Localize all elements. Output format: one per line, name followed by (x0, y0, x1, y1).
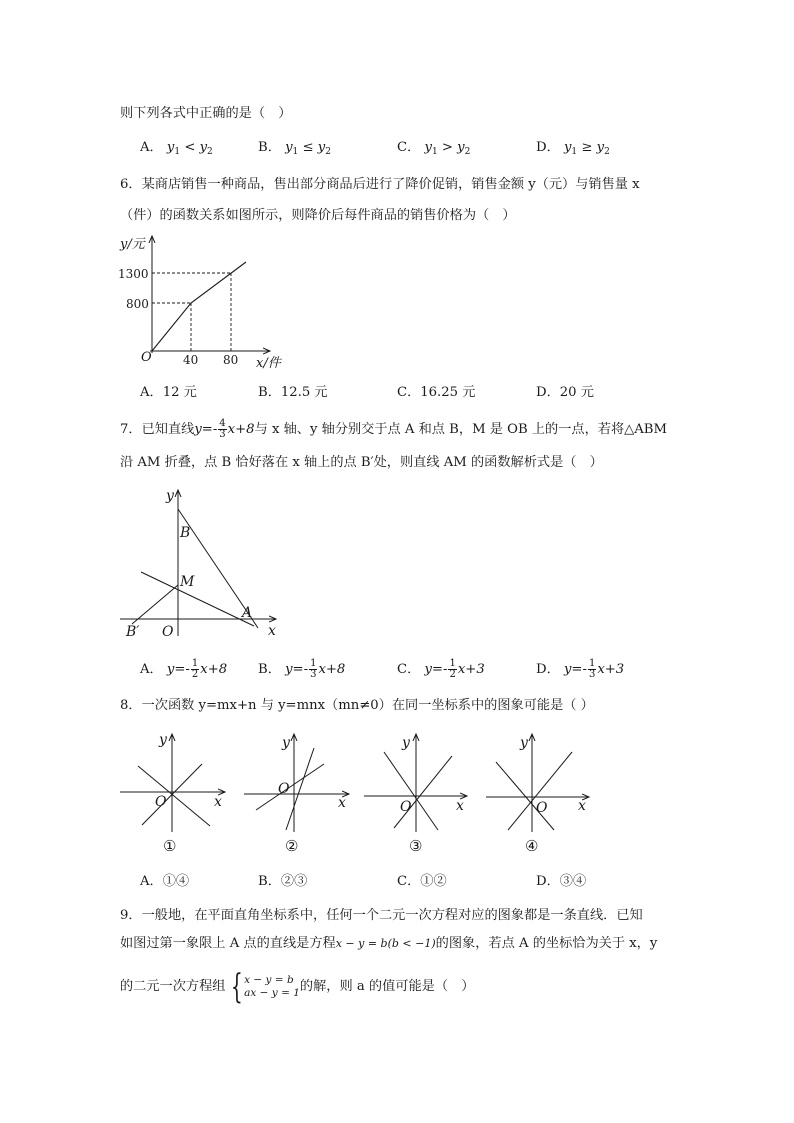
line-BpM (132, 585, 178, 624)
q5-option-d[interactable]: D． $y_1 \ge y_2$ (536, 140, 610, 157)
axis-y: y (402, 735, 410, 751)
q7-option-a[interactable]: A． y=- $\frac{1}{2}$ x+8 (140, 658, 228, 680)
ytick-800: 800 (126, 297, 149, 311)
q7-option-d[interactable]: D． y=- $\frac{1}{3}$ x+3 (536, 658, 625, 680)
q6-stem-line2: （件）的函数关系如图所示，则降价后每件商品的销售价格为（ ） (120, 208, 516, 223)
graph-line (286, 748, 314, 830)
origin-label: O (141, 350, 152, 365)
q6-option-b[interactable]: B．12.5 元 (258, 385, 328, 400)
graph-line (394, 756, 452, 828)
label-x: x (268, 623, 276, 639)
q8-option-d[interactable]: D．③④ (536, 874, 587, 889)
q9-stem-line2: 如图过第一象限上 A 点的直线是方程x − y = b(b < −1)的图象，若点 A 的坐标恰为关于 x，y (120, 936, 658, 951)
graph-number: ② (285, 837, 299, 855)
q8-stem: 8．一次函数 y=mx+n 与 y=mnx（mn≠0）在同一坐标系中的图象可能是（ ） (120, 698, 594, 713)
q9-stem-line3: 的二元一次方程组 { x − y = b ax − y = 1 的解，则 a 的值可能是（ ） (120, 966, 475, 1007)
q8-option-b[interactable]: B．②③ (258, 874, 308, 889)
q6-stem-line1: 6．某商店销售一种商品，售出部分商品后进行了降价促销，销售金额 y（元）与销售量 x (120, 177, 640, 192)
label-B: B (180, 525, 191, 541)
q8-graph-4 (484, 730, 596, 860)
graph-line (496, 762, 554, 830)
q8-option-a[interactable]: A．①④ (140, 874, 190, 889)
q8-graph-1 (118, 730, 230, 860)
q8-option-c[interactable]: C．①② (397, 874, 447, 889)
graph-line (384, 752, 438, 830)
graph-line (256, 764, 324, 810)
brace-icon: { (230, 966, 243, 1007)
xtick-80: 80 (223, 353, 239, 367)
label-M: M (180, 574, 195, 590)
origin-O: O (400, 799, 412, 815)
graph-number: ④ (525, 837, 539, 855)
q6-graph (110, 228, 280, 373)
label-y: y (166, 488, 174, 504)
x-axis-label: x/件 (256, 356, 281, 371)
q9-stem-line1: 9．一般地，在平面直角坐标系中，任何一个二元一次方程对应的图象都是一条直线．已知 (120, 908, 643, 923)
graph-number: ① (163, 837, 177, 855)
axis-y: y (520, 735, 528, 751)
q5-option-c[interactable]: C． $y_1 > y_2$ (397, 140, 471, 157)
q6-option-a[interactable]: A．12 元 (140, 385, 197, 400)
origin-O: O (278, 781, 290, 797)
axis-x: x (214, 794, 222, 810)
sales-line (152, 262, 246, 351)
y-axis-label: y/元 (120, 237, 145, 252)
origin-O: O (155, 794, 167, 810)
axis-x: x (578, 798, 586, 814)
q7-option-c[interactable]: C． y=- $\frac{1}{2}$ x+3 (397, 658, 485, 680)
q8-graph-3 (362, 730, 474, 860)
axis-x: x (456, 798, 464, 814)
q5-stem: 则下列各式中正确的是（ ） (120, 106, 292, 121)
q5-option-a[interactable]: A． $y_1 < y_2$ (140, 140, 213, 157)
q7-option-b[interactable]: B． y=- $\frac{1}{3}$ x+8 (258, 658, 346, 680)
graph-line (508, 752, 572, 830)
equation-system: x − y = b ax − y = 1 (244, 973, 300, 999)
axis-x: x (338, 795, 346, 811)
q8-graph-2 (242, 730, 354, 860)
q7-stem-line1: 7．已知直线y=- $\frac{4}{3}$ x+8与 x 轴、y 轴分别交于点 A 和点 B，M 是 OB 上的一点，若将△ABM (120, 418, 668, 440)
ytick-1300: 1300 (118, 267, 149, 281)
graph-line (138, 766, 210, 826)
q7-stem-line2: 沿 AM 折叠，点 B 恰好落在 x 轴上的点 B′处，则直线 AM 的函数解析式是（ ） (120, 455, 603, 470)
fraction: $\frac{4}{3}$ (219, 418, 226, 440)
axis-y: y (282, 735, 290, 751)
label-O: O (162, 624, 174, 640)
graph-number: ③ (409, 837, 423, 855)
origin-O: O (536, 800, 548, 816)
q6-option-c[interactable]: C．16.25 元 (397, 385, 476, 400)
label-A: A (242, 605, 253, 621)
q5-option-b[interactable]: B． $y_1 \le y_2$ (258, 140, 331, 157)
q7-graph (118, 486, 288, 641)
axis-y: y (159, 732, 167, 748)
line-AM (141, 572, 254, 626)
label-Bprime: B′ (126, 624, 140, 640)
q6-option-d[interactable]: D．20 元 (536, 385, 594, 400)
xtick-40: 40 (183, 353, 199, 367)
